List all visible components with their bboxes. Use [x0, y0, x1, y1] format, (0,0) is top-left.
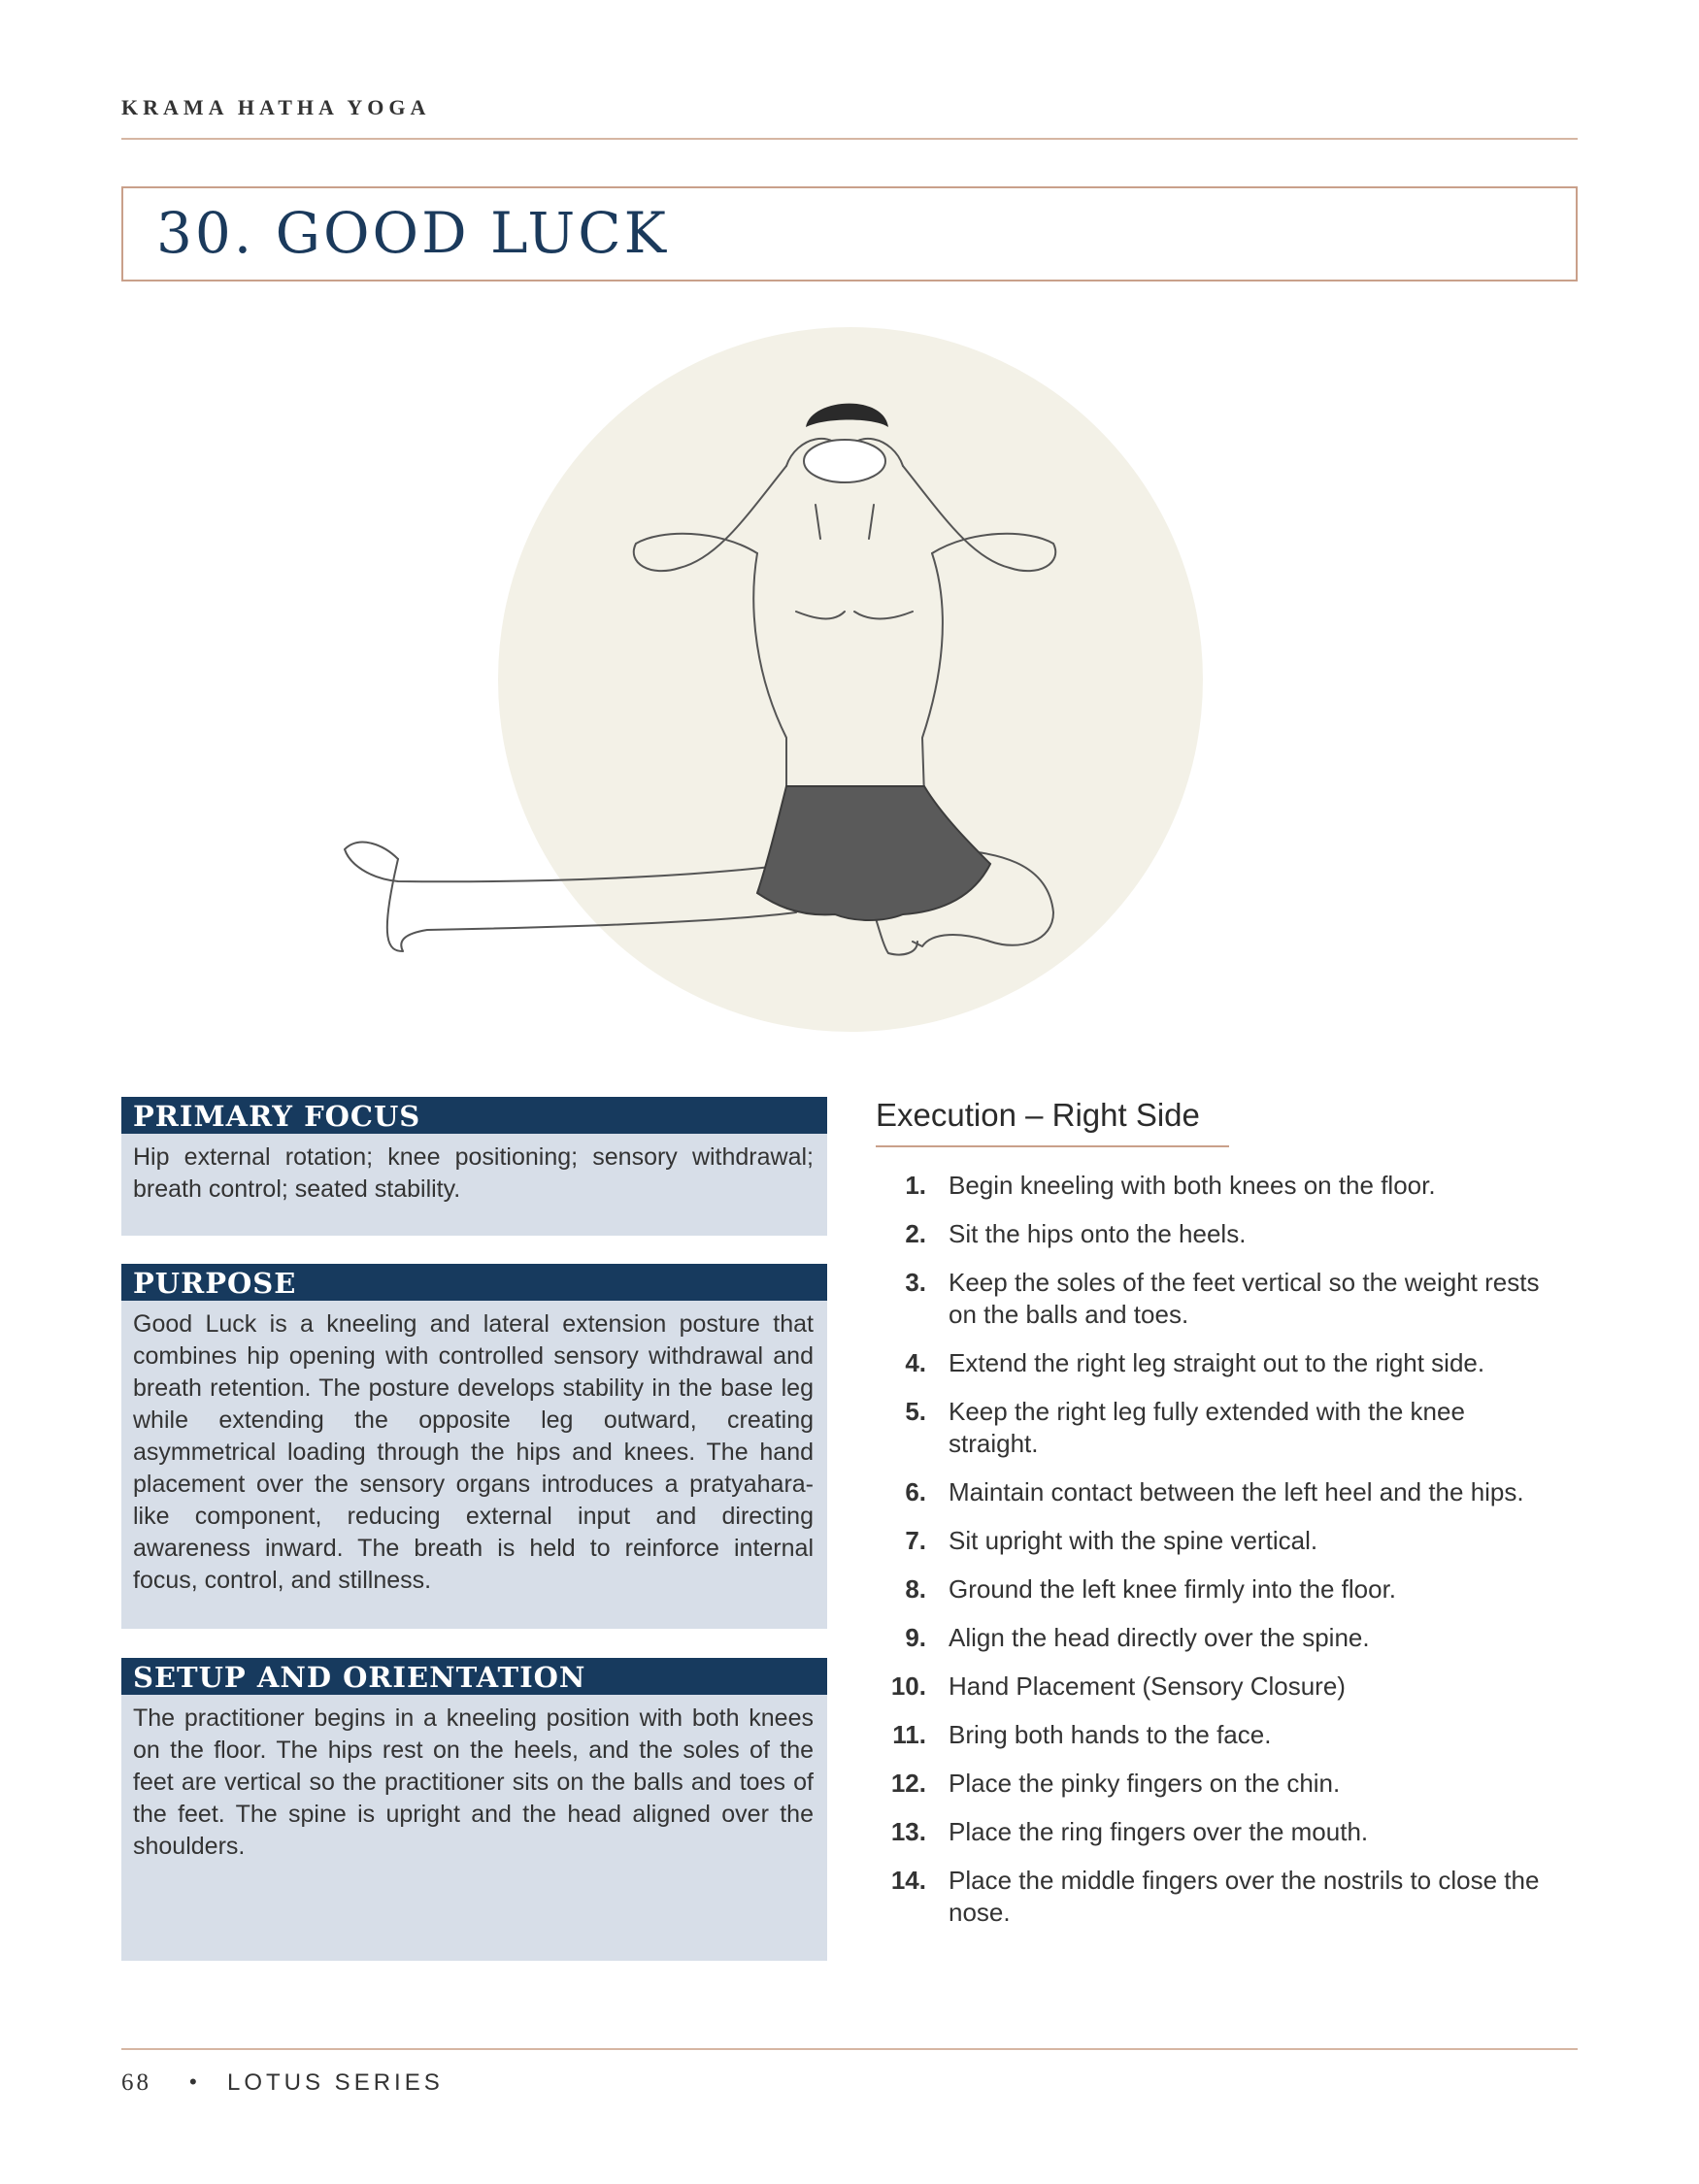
step-item — [876, 1267, 1555, 1331]
pose-title-box — [121, 186, 1578, 281]
execution-steps — [876, 1170, 1555, 1929]
step-item — [876, 1573, 1555, 1605]
step-number: 13. — [890, 1817, 926, 1846]
step-text: Keep the right leg fully extended with the knee straight. — [949, 1397, 1465, 1458]
step-text: Place the pinky fingers on the chin. — [949, 1769, 1341, 1798]
step-text: Ground the left knee firmly into the floor. — [949, 1574, 1397, 1604]
footer-separator: • — [189, 2069, 197, 2094]
step-item — [876, 1671, 1555, 1703]
pose-title: 30. GOOD LUCK — [156, 200, 669, 266]
step-number: 8. — [905, 1574, 926, 1604]
step-text: Hand Placement (Sensory Closure) — [949, 1671, 1346, 1701]
background-circle — [498, 327, 1203, 1032]
step-item — [876, 1525, 1555, 1557]
step-number: 11. — [892, 1720, 926, 1749]
purpose-panel — [121, 1264, 827, 1629]
step-number: 6. — [905, 1477, 926, 1506]
step-number: 3. — [905, 1268, 926, 1297]
primary-focus-heading: PRIMARY FOCUS — [121, 1097, 827, 1134]
step-number: 7. — [905, 1526, 926, 1555]
step-number: 2. — [905, 1219, 926, 1248]
setup-heading: SETUP AND ORIENTATION — [121, 1658, 827, 1695]
step-number: 14. — [890, 1866, 926, 1895]
step-item — [876, 1719, 1555, 1751]
step-item — [876, 1476, 1555, 1508]
pose-illustration — [330, 320, 1233, 1039]
execution-title: Execution – Right Side — [876, 1097, 1200, 1133]
step-number: 1. — [905, 1171, 926, 1200]
page-number: 68 — [121, 2069, 151, 2096]
step-number: 9. — [905, 1623, 926, 1652]
purpose-heading: PURPOSE — [121, 1264, 827, 1301]
step-item — [876, 1218, 1555, 1250]
step-text: Maintain contact between the left heel and the hips. — [949, 1477, 1524, 1506]
setup-text: The practitioner begins in a kneeling position with both knees on the floor. The hips rest on the heels, and the soles of the feet are vertical so the practitioner sits on the balls and toes of the feet. The spine is upright and the head aligned over the shoulders. — [133, 1704, 814, 1860]
purpose-text: Good Luck is a kneeling and lateral extension posture that combines hip opening with controlled sensory withdrawal and breath retention. The posture develops stability in the base leg while extending the opposite leg outward, creating asymmetrical loading through the hips and knees. The hand placement over the sensory organs introduces a pratyahara-like component, reducing external input and directing awareness inward. The breath is held to reinforce internal focus, control, and stillness. — [133, 1310, 814, 1594]
step-text: Extend the right leg straight out to the right side. — [949, 1348, 1485, 1377]
step-item — [876, 1768, 1555, 1800]
execution-underline — [876, 1145, 1229, 1147]
step-text: Keep the soles of the feet vertical so the weight rests on the balls and toes. — [949, 1268, 1540, 1329]
hands-over-face — [804, 440, 885, 482]
step-item — [876, 1816, 1555, 1848]
step-item — [876, 1347, 1555, 1379]
step-text: Place the ring fingers over the mouth. — [949, 1817, 1369, 1846]
step-number: 5. — [905, 1397, 926, 1426]
footer-rule — [121, 2048, 1578, 2050]
primary-focus-text: Hip external rotation; knee positioning; sensory withdrawal; breath control; seated stability. — [133, 1143, 814, 1203]
step-item — [876, 1170, 1555, 1202]
step-text: Sit the hips onto the heels. — [949, 1219, 1247, 1248]
running-head: KRAMA HATHA YOGA — [121, 95, 431, 119]
setup-panel — [121, 1658, 827, 1961]
step-item — [876, 1622, 1555, 1654]
step-text: Place the middle fingers over the nostrils to close the nose. — [949, 1866, 1540, 1927]
header-rule — [121, 138, 1578, 140]
series-name: LOTUS SERIES — [227, 2069, 444, 2096]
step-text: Begin kneeling with both knees on the floor. — [949, 1171, 1436, 1200]
step-item — [876, 1865, 1555, 1929]
primary-focus-panel — [121, 1097, 827, 1236]
step-text: Align the head directly over the spine. — [949, 1623, 1370, 1652]
step-item — [876, 1396, 1555, 1460]
step-text: Sit upright with the spine vertical. — [949, 1526, 1318, 1555]
step-number: 4. — [905, 1348, 926, 1377]
step-number: 10. — [890, 1671, 926, 1701]
step-number: 12. — [890, 1769, 926, 1798]
step-text: Bring both hands to the face. — [949, 1720, 1272, 1749]
